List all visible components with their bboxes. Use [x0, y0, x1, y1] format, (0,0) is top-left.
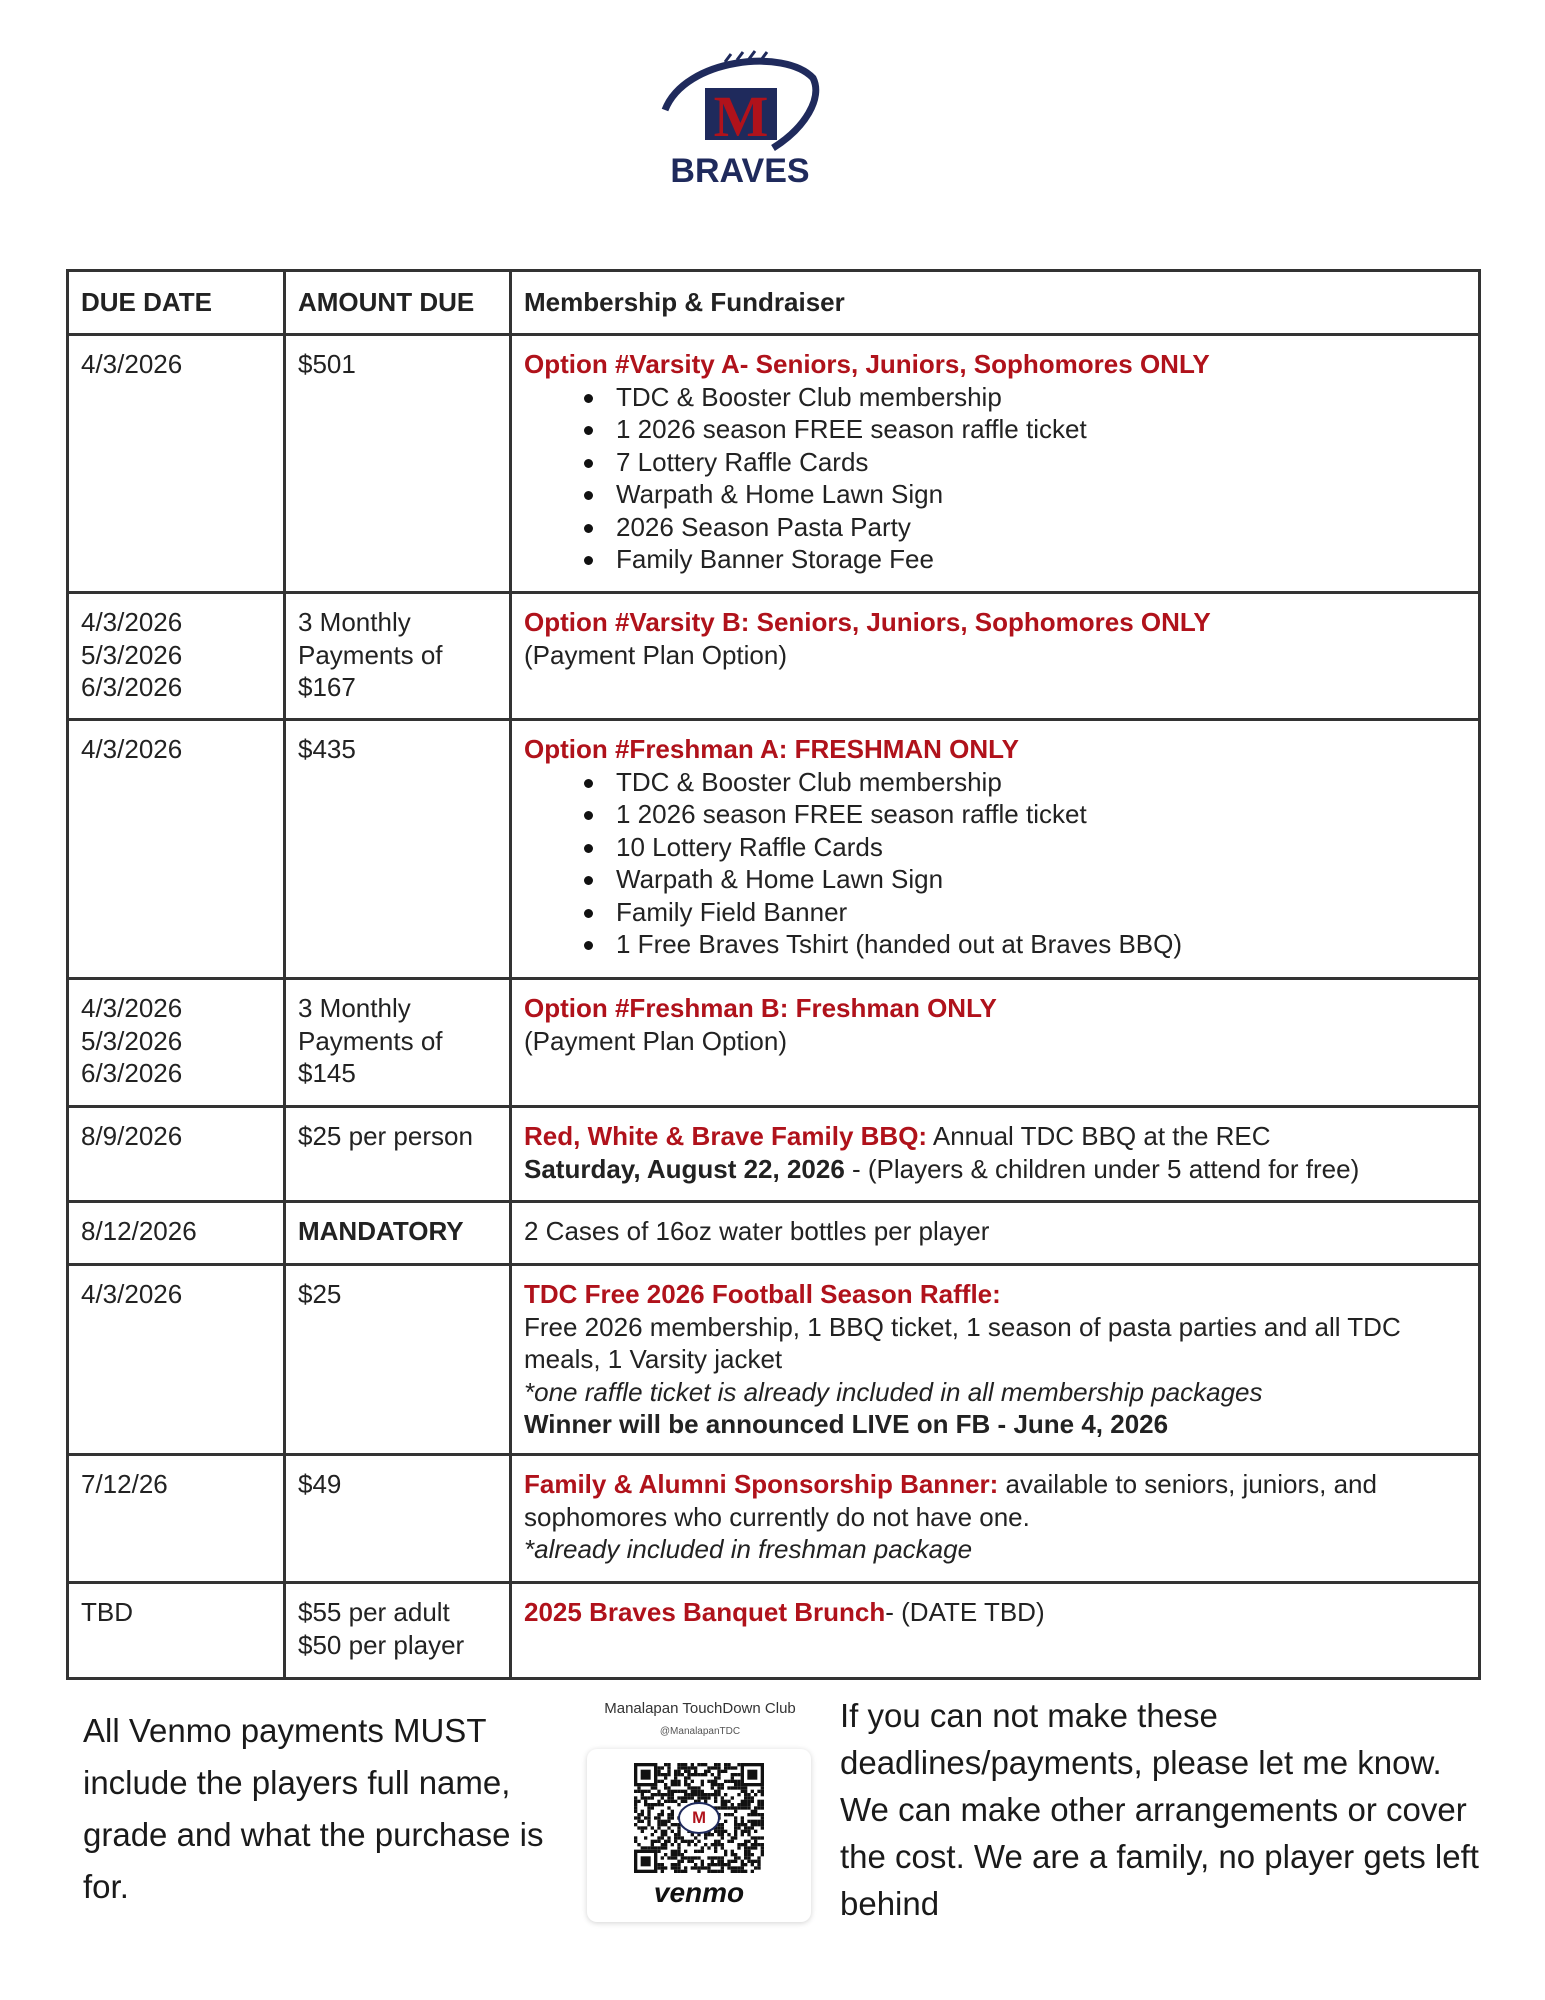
due-date-cell — [68, 1455, 285, 1583]
note-text: *already included in freshman package — [524, 1534, 973, 1564]
amount: $55 per adult — [298, 1597, 450, 1627]
payment-plan-note: (Payment Plan Option) — [524, 639, 788, 670]
table-row — [68, 1265, 1480, 1455]
due-date: 4/3/2026 — [81, 607, 183, 637]
table-row — [68, 979, 1480, 1107]
option-title: Red, White & Brave Family BBQ: — [524, 1121, 928, 1151]
due-date-cell — [68, 335, 285, 593]
table-row — [68, 720, 1480, 979]
option-title: Option #Freshman A: FRESHMAN ONLY — [524, 734, 1020, 764]
table-header-row — [68, 271, 1480, 335]
venmo-logo: venmo — [653, 1877, 745, 1908]
list-item: Family Banner Storage Fee — [584, 543, 1466, 576]
due-date: TBD — [81, 1597, 133, 1627]
option-title: Option #Varsity B: Seniors, Juniors, Sophomores ONLY — [524, 607, 1211, 637]
event-detail: - (Players & children under 5 attend for free) — [844, 1153, 1360, 1184]
amount-cell — [285, 720, 511, 979]
list-item: Family Field Banner — [584, 896, 1466, 929]
amount-cell — [285, 979, 511, 1107]
amount-cell — [285, 593, 511, 720]
due-date-cell — [68, 1265, 285, 1455]
list-item: 1 2026 season FREE season raffle ticket — [584, 413, 1466, 446]
option-title: TDC Free 2026 Football Season Raffle: — [524, 1279, 1001, 1309]
description-cell — [511, 1455, 1480, 1583]
amount: 3 Monthly — [298, 607, 411, 637]
description-cell — [511, 1583, 1480, 1679]
amount-cell — [285, 1265, 511, 1455]
list-item: 7 Lottery Raffle Cards — [584, 446, 1466, 479]
description-cell — [511, 979, 1480, 1107]
table-row — [68, 1107, 1480, 1202]
title-detail: - (DATE TBD) — [885, 1597, 1045, 1627]
venmo-club-name: Manalapan TouchDown Club — [604, 1700, 796, 1717]
due-date-cell — [68, 1583, 285, 1679]
list-item: Warpath & Home Lawn Sign — [584, 863, 1466, 896]
option-title: Option #Freshman B: Freshman ONLY — [524, 993, 997, 1023]
description-cell — [511, 1265, 1480, 1455]
svg-text:BRAVES: BRAVES — [670, 152, 810, 190]
table-row — [68, 1583, 1480, 1679]
due-date: 4/3/2026 — [81, 993, 183, 1023]
benefits-list — [584, 381, 1466, 576]
amount-cell — [285, 1583, 511, 1679]
amount: MANDATORY — [298, 1216, 464, 1246]
description-text: Free 2026 membership, 1 BBQ ticket, 1 season of pasta parties and all TDC meals, 1 Varsity jacket — [524, 1311, 1401, 1374]
due-date: 5/3/2026 — [81, 639, 183, 670]
payment-schedule-table — [66, 269, 1481, 1680]
due-date: 8/12/2026 — [81, 1216, 197, 1246]
description-text: 2 Cases of 16oz water bottles per player — [524, 1216, 990, 1246]
venmo-handle: @ManalapanTDC — [659, 1726, 741, 1737]
due-date-cell — [68, 979, 285, 1107]
description-cell — [511, 593, 1480, 720]
due-date: 4/3/2026 — [81, 1279, 183, 1309]
payment-plan-note: (Payment Plan Option) — [524, 1025, 788, 1056]
description-cell — [511, 720, 1480, 979]
list-item: 1 Free Braves Tshirt (handed out at Braves BBQ) — [584, 928, 1466, 961]
benefits-list — [584, 766, 1466, 961]
due-date: 6/3/2026 — [81, 1058, 183, 1088]
amount-cell — [285, 1455, 511, 1583]
due-date: 8/9/2026 — [81, 1121, 183, 1151]
due-date: 4/3/2026 — [81, 734, 183, 764]
list-item: 10 Lottery Raffle Cards — [584, 831, 1466, 864]
event-date: Saturday, August 22, 2026 — [524, 1153, 845, 1184]
list-item: TDC & Booster Club membership — [584, 381, 1466, 414]
amount: $25 — [298, 1279, 342, 1309]
amount: $435 — [298, 734, 356, 764]
svg-text:M: M — [692, 1808, 706, 1827]
table-row — [68, 335, 1480, 593]
list-item: Warpath & Home Lawn Sign — [584, 478, 1466, 511]
title-detail: available to seniors, juniors, and sophomores who currently do not have one. — [524, 1469, 1377, 1532]
due-date: 6/3/2026 — [81, 672, 183, 702]
option-title: Option #Varsity A- Seniors, Juniors, Sophomores ONLY — [524, 349, 1210, 379]
amount: $167 — [298, 672, 356, 702]
option-title: Family & Alumni Sponsorship Banner: — [524, 1469, 999, 1499]
due-date-cell — [68, 593, 285, 720]
amount: $501 — [298, 349, 356, 379]
braves-logo — [655, 48, 825, 196]
table-row — [68, 1202, 1480, 1265]
description-cell — [511, 335, 1480, 593]
amount: Payments of — [298, 1025, 443, 1056]
amount: $25 per person — [298, 1121, 473, 1151]
winner-announcement: Winner will be announced LIVE on FB - June 4, 2026 — [524, 1409, 1169, 1439]
svg-text:M: M — [713, 84, 769, 149]
amount: $145 — [298, 1058, 356, 1088]
venmo-note: All Venmo payments MUST include the players full name, grade and what the purchase is for. — [83, 1712, 544, 1905]
header-due-date: DUE DATE — [68, 271, 285, 335]
list-item: 1 2026 season FREE season raffle ticket — [584, 798, 1466, 831]
list-item: 2026 Season Pasta Party — [584, 511, 1466, 544]
header-membership: Membership & Fundraiser — [511, 271, 1480, 335]
list-item: TDC & Booster Club membership — [584, 766, 1466, 799]
note-text: *one raffle ticket is already included in all membership packages — [524, 1376, 1263, 1407]
description-cell — [511, 1107, 1480, 1202]
header-amount-due: AMOUNT DUE — [285, 271, 511, 335]
due-date-cell — [68, 1107, 285, 1202]
amount: Payments of — [298, 639, 443, 670]
due-date-cell — [68, 1202, 285, 1265]
due-date: 4/3/2026 — [81, 349, 183, 379]
description-cell — [511, 1202, 1480, 1265]
amount-cell — [285, 335, 511, 593]
amount: $50 per player — [298, 1629, 465, 1660]
option-title: 2025 Braves Banquet Brunch — [524, 1597, 886, 1627]
amount-cell — [285, 1202, 511, 1265]
table-row — [68, 593, 1480, 720]
amount: $49 — [298, 1469, 342, 1499]
help-note: If you can not make these deadlines/payments, please let me know. We can make other arrangements or cover the cost. We are a family, no player gets left behind — [840, 1697, 1479, 1922]
amount-cell — [285, 1107, 511, 1202]
due-date: 7/12/26 — [81, 1469, 168, 1499]
title-detail: Annual TDC BBQ at the REC — [927, 1121, 1271, 1151]
venmo-qr-card[interactable] — [587, 1749, 811, 1922]
due-date-cell — [68, 720, 285, 979]
amount: 3 Monthly — [298, 993, 411, 1023]
table-row — [68, 1455, 1480, 1583]
qr-code[interactable] — [634, 1763, 764, 1873]
due-date: 5/3/2026 — [81, 1025, 183, 1056]
